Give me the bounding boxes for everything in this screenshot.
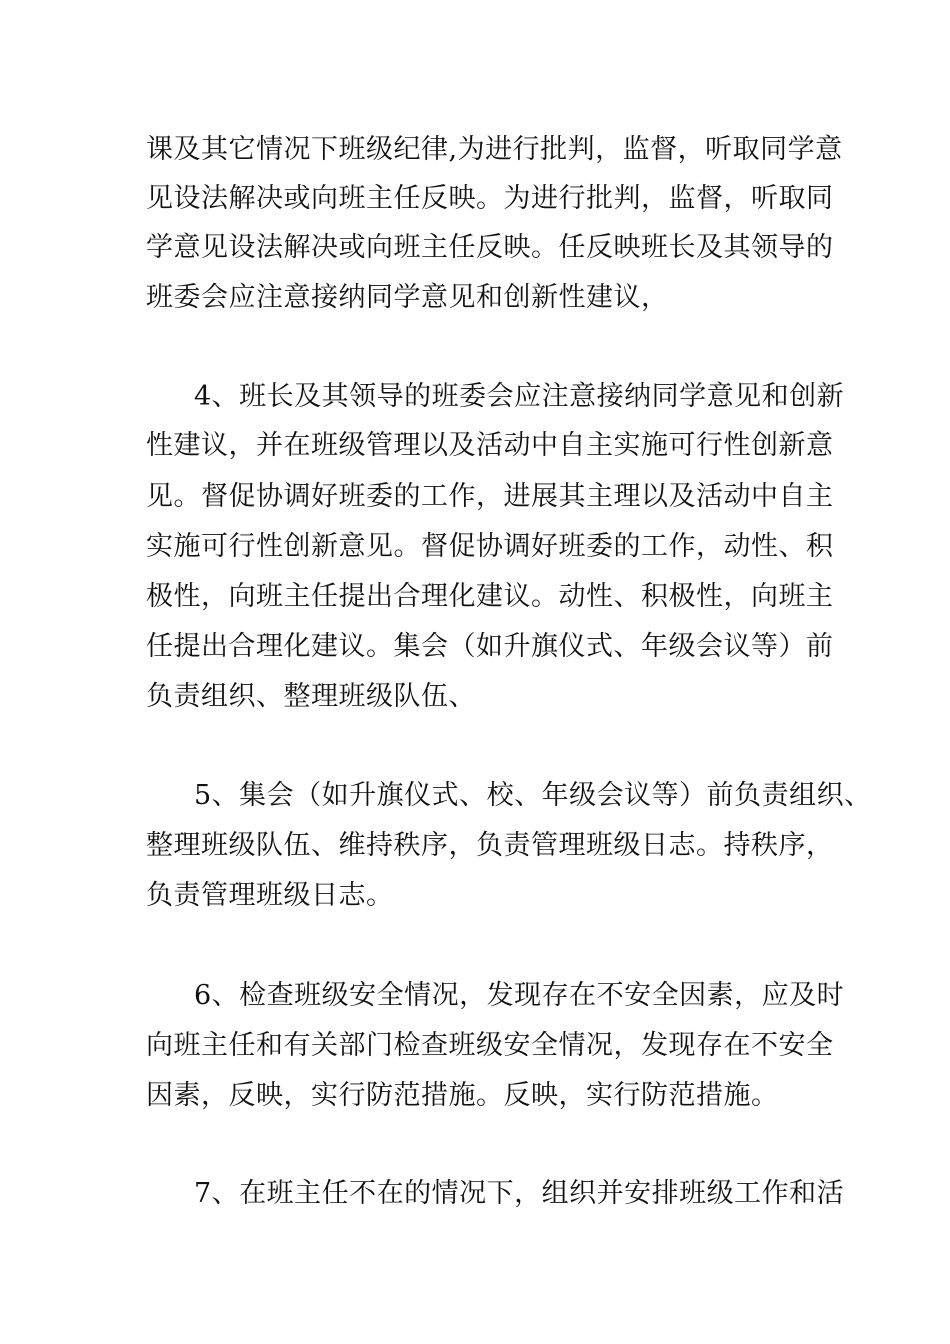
- paragraph-5-line-3: 负责管理班级日志。: [146, 880, 394, 911]
- paragraph-5-line-1: 5、集会（如升旗仪式、校、年级会议等）前负责组织、: [194, 780, 872, 811]
- paragraph-1-line-4: 班委会应注意接纳同学意见和创新性建议，: [146, 282, 669, 313]
- paragraph-1-line-2: 见设法解决或向班主任反映。为进行批判，监督，听取同: [146, 183, 834, 214]
- paragraph-4-line-2: 性建议，并在班级管理以及活动中自主实施可行性创新意: [146, 430, 834, 461]
- paragraph-4-line-3: 见。督促协调好班委的工作，进展其主理以及活动中自主: [146, 481, 834, 512]
- paragraph-1-line-3: 学意见设法解决或向班主任反映。任反映班长及其领导的: [146, 232, 834, 263]
- paragraph-6-line-1: 6、检查班级安全情况，发现存在不安全因素，应及时: [194, 980, 845, 1011]
- paragraph-7-line-1: 7、在班主任不在的情况下，组织并安排班级工作和活: [194, 1178, 845, 1209]
- paragraph-4-line-5: 极性，向班主任提出合理化建议。动性、积极性，向班主: [146, 581, 834, 612]
- paragraph-4-line-6: 任提出合理化建议。集会（如升旗仪式、年级会议等）前: [146, 631, 834, 662]
- paragraph-1-line-1: 课及其它情况下班级纪律,为进行批判，监督，听取同学意: [146, 134, 843, 165]
- paragraph-5-line-2: 整理班级队伍、维持秩序，负责管理班级日志。持秩序，: [146, 830, 834, 861]
- paragraph-4-line-1: 4、班长及其领导的班委会应注意接纳同学意见和创新: [194, 381, 845, 412]
- paragraph-6-line-3: 因素，反映，实行防范措施。反映，实行防范措施。: [146, 1080, 779, 1111]
- paragraph-6-line-2: 向班主任和有关部门检查班级安全情况，发现存在不安全: [146, 1030, 834, 1061]
- paragraph-4-line-4: 实施可行性创新意见。督促协调好班委的工作，动性、积: [146, 531, 834, 562]
- paragraph-4-line-7: 负责组织、整理班级队伍、: [146, 681, 476, 712]
